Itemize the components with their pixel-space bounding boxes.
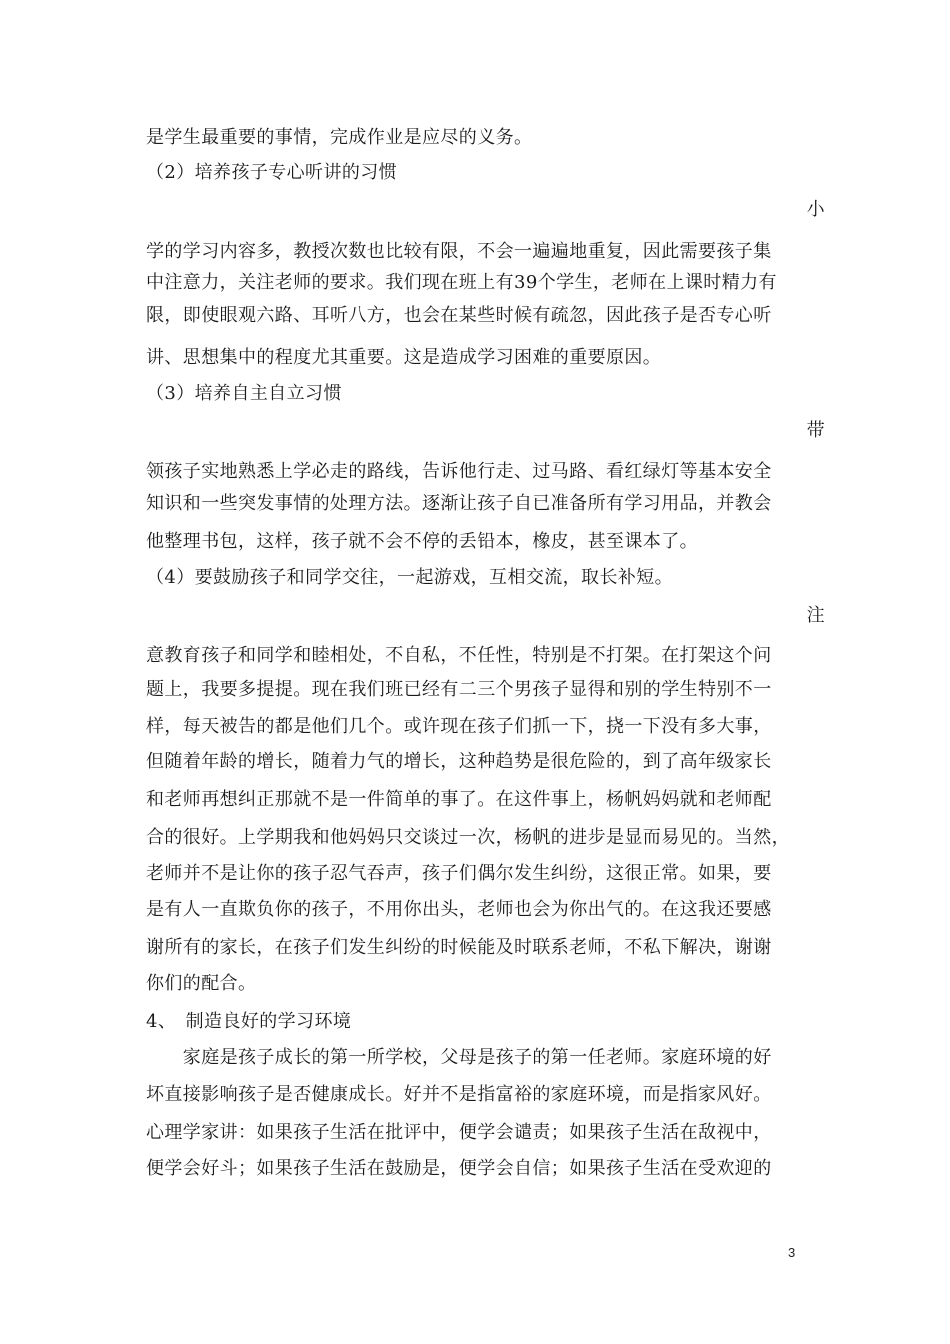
text-line: 合的很好。上学期我和他妈妈只交谈过一次，杨帆的进步是显而易见的。当然， xyxy=(146,827,790,848)
page-number: 3 xyxy=(788,1245,796,1260)
text-line: 知识和一些突发事情的处理方法。逐渐让孩子自已准备所有学习用品，并教会 xyxy=(146,493,772,514)
text-line: 是学生最重要的事情，完成作业是应尽的义务。 xyxy=(146,127,533,148)
text-line: 但随着年龄的增长，随着力气的增长，这种趋势是很危险的，到了高年级家长 xyxy=(146,751,772,772)
text-line: 坏直接影响孩子是否健康成长。好并不是指富裕的家庭环境，而是指家风好。 xyxy=(146,1084,772,1105)
text-line: 谢所有的家长，在孩子们发生纠纷的时候能及时联系老师，不私下解决，谢谢 xyxy=(146,937,772,958)
text-line: 限，即使眼观六路、耳听八方，也会在某些时候有疏忽，因此孩子是否专心听 xyxy=(146,305,772,326)
text-line: 你们的配合。 xyxy=(146,973,257,994)
text-line: 老师并不是让你的孩子忍气吞声，孩子们偶尔发生纠纷，这很正常。如果，要 xyxy=(146,863,772,884)
list-heading-2: （2）培养孩子专心听讲的习惯 xyxy=(146,162,398,183)
text-line: 注 xyxy=(806,605,825,626)
text-line: 中注意力，关注老师的要求。我们现在班上有39个学生，老师在上课时精力有 xyxy=(146,272,777,293)
text-line: 是有人一直欺负你的孩子，不用你出头，老师也会为你出气的。在这我还要感 xyxy=(146,899,772,920)
text-line: 便学会好斗；如果孩子生活在鼓励是，便学会自信；如果孩子生活在受欢迎的 xyxy=(146,1158,772,1179)
text-line: 学的学习内容多，教授次数也比较有限，不会一遍遍地重复，因此需要孩子集 xyxy=(146,241,772,262)
text-line: 他整理书包，这样，孩子就不会不停的丢铅本，橡皮，甚至课本了。 xyxy=(146,531,698,552)
text-line: 家庭是孩子成长的第一所学校，父母是孩子的第一任老师。家庭环境的好 xyxy=(146,1047,772,1068)
text-line: 意教育孩子和同学和睦相处，不自私，不任性，特别是不打架。在打架这个问 xyxy=(146,645,772,666)
text-line: 样，每天被告的都是他们几个。或许现在孩子们抓一下，挠一下没有多大事， xyxy=(146,716,772,737)
text-line: 讲、思想集中的程度尤其重要。这是造成学习困难的重要原因。 xyxy=(146,347,662,368)
list-heading-3: （3）培养自主自立习惯 xyxy=(146,383,342,404)
text-line: 心理学家讲：如果孩子生活在批评中，便学会谴责；如果孩子生活在敌视中， xyxy=(146,1122,772,1143)
text-line: 和老师再想纠正那就不是一件简单的事了。在这件事上，杨帆妈妈就和老师配 xyxy=(146,789,772,810)
text-line: 带 xyxy=(806,420,825,441)
list-heading-4: （4）要鼓励孩子和同学交往，一起游戏，互相交流，取长补短。 xyxy=(146,567,674,588)
section-heading: 4、 制造良好的学习环境 xyxy=(146,1011,352,1032)
text-line: 领孩子实地熟悉上学必走的路线，告诉他行走、过马路、看红绿灯等基本安全 xyxy=(146,461,772,482)
text-line: 小 xyxy=(806,199,825,220)
text-line: 题上，我要多提提。现在我们班已经有二三个男孩子显得和别的学生特别不一 xyxy=(146,679,772,700)
